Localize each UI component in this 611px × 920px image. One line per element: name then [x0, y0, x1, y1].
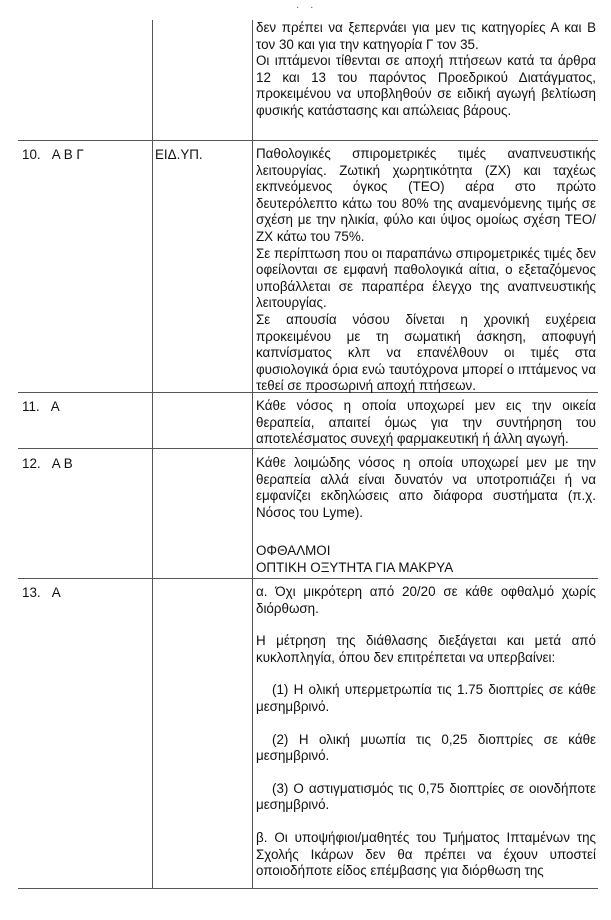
- paragraph: δεν πρέπει να ξεπερνάει για μεν τις κατηγορίες Α και Β τον 30 και για την κατηγορία Γ τον 35.: [256, 20, 596, 52]
- row-category: Α Β Γ: [51, 147, 84, 162]
- spacer: [256, 814, 596, 830]
- table-bottom-border: [18, 888, 598, 889]
- spacer: [256, 765, 596, 781]
- row-number: 13.: [22, 585, 41, 600]
- row-category: Α: [51, 585, 61, 600]
- column-divider-2: [252, 20, 253, 888]
- row-divider-13: [18, 578, 598, 579]
- paragraph: (2) Η ολική μυωπία τις 0,25 διοπτρίες σε κάθε μεσημβρινό.: [256, 731, 596, 764]
- paragraph: Οι ιπτάμενοι τίθενται σε αποχή πτήσεων κατά τα άρθρα 12 και 13 του παρόντος Προεδρικού Διατάγματος, προκειμένου να υποβληθούν σε ειδική αγωγή βελτίωση φυσικής κατάστασης και απώλειας βάρους.: [256, 53, 596, 118]
- spacer: [256, 617, 596, 633]
- paragraph: (3) Ο αστιγματισμός τις 0,75 διοπτρίες σε οιονδήποτε μεσημβρινό.: [256, 780, 596, 813]
- paragraph: Κάθε νόσος η οποία υποχωρεί μεν εις την οικεία θεραπεία, απαιτεί όμως για την συντήρηση του αποτελέσματος συνεχή φαρμακευτική ή άλλη αγωγή.: [256, 398, 596, 447]
- row-continuation-text: [256, 20, 596, 120]
- paragraph: Σε περίπτωση που οι παραπάνω σπιρομετρικές τιμές δεν οφείλονται σε εμφανή παθολογικά αίτια, ο εξεταζόμενος υποβάλλεται σε παραπέρα έλεγχο της αναπνευστικής λειτουργίας.: [256, 245, 596, 311]
- spacer: [256, 666, 596, 682]
- row-category: Α Β: [51, 456, 73, 471]
- row-12-text: [256, 455, 596, 577]
- page-marks: · ·: [296, 2, 318, 13]
- row-divider-12: [18, 448, 598, 449]
- paragraph: (1) Η ολική υπερμετρωπία τις 1.75 διοπτρίες σε κάθε μεσημβρινό.: [256, 682, 596, 714]
- paragraph: Σε απουσία νόσου δίνεται η χρονική ευχέρεια προκειμένου με τη σωματική άσκηση, αποφυγή καπνίσματος κλπ να επανέλθουν οι τιμές στα φυσιολογικά όρια ενώ ταυτόχρονα μπορεί ο ιπτάμενος να τεθεί σε προσωρινή αποχή πτήσεων.: [256, 311, 596, 394]
- paragraph: α. Όχι μικρότερη από 20/20 σε κάθε οφθαλμό χωρίς διόρθωση.: [256, 584, 596, 616]
- row-number: 12.: [22, 456, 41, 471]
- row-10-text: [256, 146, 596, 395]
- row-13-number: [22, 584, 61, 601]
- section-heading-eyes: ΟΦΘΑΛΜΟΙ: [256, 543, 331, 559]
- spacer: [256, 521, 596, 537]
- paragraph: β. Οι υποψήφιοι/μαθητές του Τμήματος Ιπταμένων της Σχολής Ικάρων δεν θα πρέπει να έχουν υποστεί οποιοδήποτε είδος επέμβασης για διόρθωση της: [256, 829, 596, 879]
- row-11-number: [22, 398, 60, 415]
- row-13-text: [256, 584, 596, 880]
- paragraph: Η μέτρηση της διάθλασης διεξάγεται και μετά από κυκλοπληγία, όπου δεν επιτρέπεται να υπερβαίνει:: [256, 633, 596, 665]
- section-heading-visual-acuity: ΟΠΤΙΚΗ ΟΞΥΤΗΤΑ ΓΙΑ ΜΑΚΡΥΑ: [256, 559, 454, 575]
- row-12-number: [22, 455, 73, 472]
- row-10-code: ΕΙΔ.ΥΠ.: [155, 147, 203, 162]
- spacer: [256, 716, 596, 732]
- row-divider-10: [18, 140, 598, 141]
- row-10-number: [22, 146, 84, 163]
- paragraph: Κάθε λοιμώδης νόσος η οποία υποχωρεί μεν με την θεραπεία αλλά είναι δυνατόν να υποτροπιάζει ή να εμφανίζει εκδηλώσεις απο διάφορα συστήματα (π.χ. Νόσος του Lyme).: [256, 455, 596, 520]
- paragraph: Παθολογικές σπιρομετρικές τιμές αναπνευστικής λειτουργίας. Ζωτική χωρητικότητα (ΖΧ) και ταχέως εκπνεόμενος όγκος (ΤΕΟ) αέρα στο πρώτο δευτερόλεπτο κάτω του 80% της αναμενόμενης τιμής σε σχέση με την ηλικία, φύλο και ύψος ομοίως σχέση ΤΕΟ/ΖΧ κάτω του 75%.: [256, 146, 596, 244]
- row-number: 10.: [22, 147, 41, 162]
- column-divider-1: [152, 20, 153, 888]
- row-11-text: [256, 398, 596, 448]
- row-number: 11.: [22, 399, 40, 414]
- row-category: Α: [50, 399, 60, 414]
